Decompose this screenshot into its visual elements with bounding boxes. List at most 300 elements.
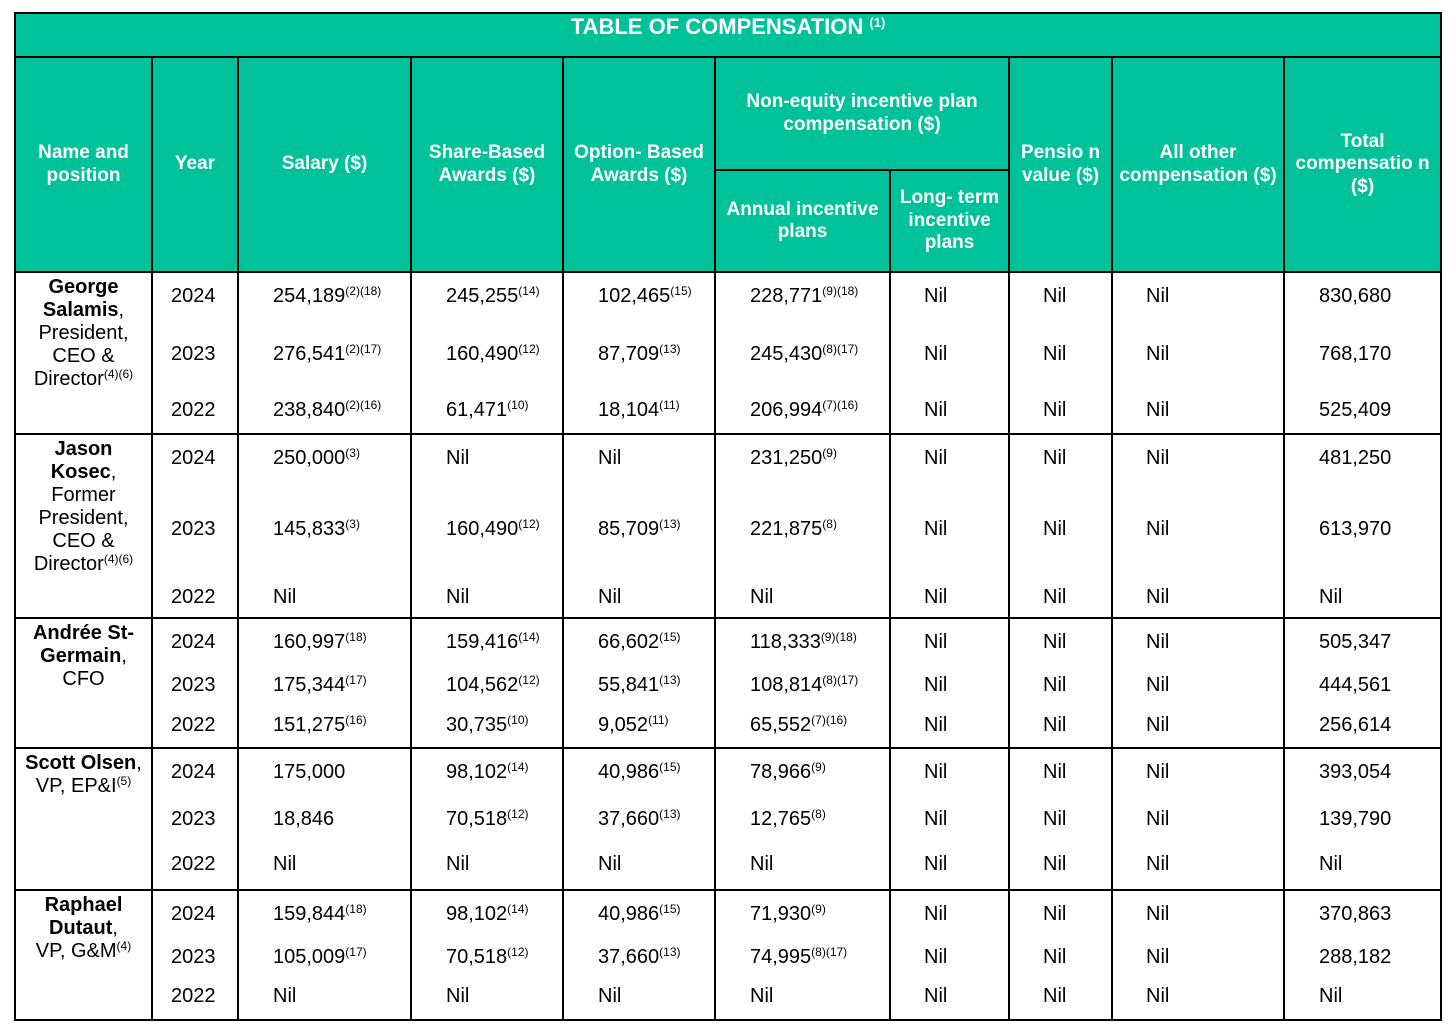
cell-other — [1112, 748, 1284, 890]
value-footnote: (14) — [507, 902, 529, 916]
value-text: Nil — [1043, 285, 1067, 307]
value-footnote: (17) — [345, 945, 367, 959]
value-text: Nil — [1146, 903, 1170, 925]
value-text: Nil — [1146, 285, 1170, 307]
value-lt — [924, 808, 947, 831]
value-lt — [924, 674, 947, 697]
value-text: Nil — [1146, 343, 1170, 365]
value-annual — [750, 631, 857, 654]
value-annual — [750, 586, 773, 609]
value-text: 151,275 — [273, 714, 346, 736]
value-other — [1146, 674, 1169, 697]
table-row — [15, 434, 1441, 618]
value-pension — [1043, 761, 1066, 784]
header-annual: Annual incentive plans — [715, 170, 890, 272]
value-total — [1319, 903, 1391, 926]
value-salary — [273, 285, 381, 308]
executive-name: Andrée St-Germain — [32, 622, 135, 667]
value-footnote: (9)(18) — [820, 630, 857, 644]
executive-name: George Salamis — [42, 276, 119, 321]
value-total — [1319, 761, 1391, 784]
value-footnote: (10) — [507, 713, 529, 727]
value-text: 231,250 — [750, 447, 823, 469]
value-option — [598, 399, 680, 422]
value-text: 145,833 — [273, 518, 346, 540]
value-option — [598, 808, 681, 831]
value-share — [446, 285, 540, 308]
value-other — [1146, 285, 1169, 308]
executive-name: Scott Olsen — [25, 752, 137, 774]
value-text: 40,986 — [598, 761, 660, 783]
value-text: Nil — [750, 586, 774, 608]
table-row — [15, 272, 1441, 434]
value-text: 2022 — [171, 399, 216, 421]
value-footnote: (13) — [659, 945, 681, 959]
value-total — [1319, 631, 1391, 654]
value-text: 66,602 — [598, 631, 660, 653]
value-text: Nil — [1146, 946, 1170, 968]
value-option — [598, 674, 681, 697]
header-other: All other compensation ($) — [1112, 57, 1284, 272]
value-text: 256,614 — [1319, 714, 1392, 736]
value-text: 85,709 — [598, 518, 660, 540]
value-option — [598, 518, 681, 541]
value-text: 238,840 — [273, 399, 346, 421]
value-option — [598, 903, 681, 926]
cell-option — [563, 618, 715, 748]
executive-role: VP, G&M — [35, 940, 117, 962]
cell-total — [1284, 748, 1441, 890]
value-text: 71,930 — [750, 903, 812, 925]
value-footnote: (15) — [670, 284, 692, 298]
value-text: 98,102 — [446, 903, 508, 925]
value-pension — [1043, 343, 1066, 366]
value-footnote: (18) — [345, 902, 367, 916]
value-text: 160,490 — [446, 518, 519, 540]
value-text: 2023 — [171, 808, 216, 830]
value-annual — [750, 808, 826, 831]
value-lt — [924, 343, 947, 366]
header-total: Total compensatio n ($) — [1284, 57, 1441, 272]
value-total — [1319, 946, 1391, 969]
value-year — [171, 853, 216, 876]
value-footnote: (8)(17) — [811, 945, 848, 959]
value-text: 70,518 — [446, 808, 508, 830]
value-text: 40,986 — [598, 903, 660, 925]
value-text: 139,790 — [1319, 808, 1392, 830]
value-text: 768,170 — [1319, 343, 1392, 365]
value-text: Nil — [1043, 518, 1067, 540]
value-annual — [750, 399, 858, 422]
value-text: 160,490 — [446, 343, 519, 365]
cell-option — [563, 272, 715, 434]
value-text: 2024 — [171, 447, 216, 469]
value-year — [171, 674, 216, 697]
value-text: 160,997 — [273, 631, 346, 653]
cell-share — [411, 272, 563, 434]
value-annual — [750, 285, 858, 308]
cell-lt — [890, 890, 1009, 1020]
cell-total — [1284, 434, 1441, 618]
value-text: 250,000 — [273, 447, 346, 469]
value-text: 118,333 — [750, 631, 821, 653]
value-text: 2024 — [171, 761, 216, 783]
value-text: 12,765 — [750, 808, 812, 830]
value-lt — [924, 631, 947, 654]
executive-role-note: (5) — [116, 774, 132, 788]
value-lt — [924, 586, 947, 609]
value-year — [171, 714, 216, 737]
executive-role: President, CEO & Director — [33, 322, 129, 390]
value-year — [171, 586, 216, 609]
value-salary — [273, 447, 360, 470]
cell-total — [1284, 618, 1441, 748]
value-text: Nil — [1146, 853, 1170, 875]
value-footnote: (8)(17) — [822, 342, 859, 356]
value-text: Nil — [1043, 399, 1067, 421]
executive-name-cell: Jason Kosec, Former President, CEO & Director$^{(4)(6)}$ — [15, 434, 152, 618]
value-total — [1319, 586, 1342, 609]
value-share — [446, 399, 529, 422]
value-salary — [273, 674, 367, 697]
value-text: Nil — [924, 447, 948, 469]
cell-other — [1112, 272, 1284, 434]
cell-pension — [1009, 748, 1112, 890]
cell-annual — [715, 272, 890, 434]
value-year — [171, 903, 216, 926]
value-option — [598, 946, 681, 969]
value-share — [446, 985, 469, 1008]
value-footnote: (2)(16) — [345, 398, 382, 412]
value-salary — [273, 343, 381, 366]
value-text: 102,465 — [598, 285, 671, 307]
value-text: Nil — [598, 853, 622, 875]
value-share — [446, 714, 529, 737]
cell-other — [1112, 618, 1284, 748]
value-footnote: (12) — [507, 807, 529, 821]
cell-year — [152, 434, 238, 618]
table-title-text: TABLE OF COMPENSATION — [570, 14, 864, 39]
cell-share — [411, 890, 563, 1020]
value-year — [171, 399, 216, 422]
value-lt — [924, 399, 947, 422]
value-text: 30,735 — [446, 714, 508, 736]
value-text: Nil — [273, 586, 297, 608]
value-footnote: (8) — [811, 807, 826, 821]
value-other — [1146, 985, 1169, 1008]
cell-annual — [715, 618, 890, 748]
cell-annual — [715, 748, 890, 890]
value-text: Nil — [1146, 586, 1170, 608]
value-pension — [1043, 985, 1066, 1008]
value-footnote: (15) — [659, 630, 681, 644]
value-footnote: (13) — [659, 673, 681, 687]
value-year — [171, 447, 216, 470]
compensation-table-wrapper — [14, 12, 1440, 1021]
executive-role-note: (4)(6) — [103, 367, 134, 381]
cell-salary — [238, 272, 411, 434]
executive-role: CFO — [62, 668, 105, 690]
value-text: 2023 — [171, 946, 216, 968]
value-annual — [750, 714, 847, 737]
value-text: 221,875 — [750, 518, 823, 540]
value-other — [1146, 518, 1169, 541]
value-text: Nil — [750, 853, 774, 875]
value-text: 2024 — [171, 285, 216, 307]
cell-lt — [890, 618, 1009, 748]
value-text: 2023 — [171, 518, 216, 540]
value-total — [1319, 985, 1342, 1008]
value-text: Nil — [1146, 985, 1170, 1007]
value-footnote: (11) — [659, 398, 680, 412]
table-row — [15, 618, 1441, 748]
value-footnote: (15) — [659, 902, 681, 916]
value-text: Nil — [446, 853, 470, 875]
cell-pension — [1009, 434, 1112, 618]
value-text: 105,009 — [273, 946, 346, 968]
value-text: Nil — [273, 985, 297, 1007]
cell-year — [152, 272, 238, 434]
header-name: Name and position — [15, 57, 152, 272]
value-pension — [1043, 285, 1066, 308]
value-text: 370,863 — [1319, 903, 1392, 925]
header-year: Year — [152, 57, 238, 272]
cell-option — [563, 890, 715, 1020]
value-text: Nil — [750, 985, 774, 1007]
cell-share — [411, 434, 563, 618]
value-pension — [1043, 586, 1066, 609]
value-share — [446, 447, 469, 470]
value-footnote: (3) — [345, 517, 360, 531]
value-footnote: (12) — [518, 342, 540, 356]
value-other — [1146, 714, 1169, 737]
value-text: Nil — [1043, 761, 1067, 783]
value-text: Nil — [1319, 853, 1343, 875]
value-text: Nil — [924, 903, 948, 925]
value-text: 2022 — [171, 853, 216, 875]
executive-name-cell: Andrée St-Germain, CFO — [15, 618, 152, 748]
value-text: Nil — [1146, 674, 1170, 696]
value-other — [1146, 447, 1169, 470]
cell-annual — [715, 890, 890, 1020]
value-text: Nil — [598, 985, 622, 1007]
value-text: 276,541 — [273, 343, 346, 365]
value-text: Nil — [924, 674, 948, 696]
cell-other — [1112, 434, 1284, 618]
value-text: Nil — [446, 985, 470, 1007]
value-text: 288,182 — [1319, 946, 1392, 968]
value-share — [446, 946, 529, 969]
value-text: Nil — [1146, 761, 1170, 783]
value-text: Nil — [1146, 631, 1170, 653]
value-text: Nil — [1043, 946, 1067, 968]
value-footnote: (13) — [659, 807, 681, 821]
value-text: Nil — [924, 714, 948, 736]
value-option — [598, 586, 621, 609]
value-footnote: (13) — [659, 517, 681, 531]
executive-role: VP, EP&I — [35, 775, 117, 797]
value-year — [171, 518, 216, 541]
value-text: 2022 — [171, 586, 216, 608]
value-footnote: (8)(17) — [822, 673, 859, 687]
value-text: Nil — [1043, 985, 1067, 1007]
value-text: Nil — [924, 985, 948, 1007]
value-option — [598, 343, 681, 366]
cell-lt — [890, 748, 1009, 890]
value-other — [1146, 761, 1169, 784]
value-text: 104,562 — [446, 674, 519, 696]
value-total — [1319, 343, 1391, 366]
value-footnote: (14) — [507, 760, 529, 774]
cell-year — [152, 890, 238, 1020]
value-other — [1146, 399, 1169, 422]
value-footnote: (15) — [659, 760, 681, 774]
value-text: 444,561 — [1319, 674, 1392, 696]
value-total — [1319, 518, 1391, 541]
value-text: Nil — [1043, 447, 1067, 469]
compensation-table — [14, 12, 1442, 1021]
value-annual — [750, 761, 826, 784]
value-salary — [273, 761, 345, 784]
value-text: 525,409 — [1319, 399, 1392, 421]
value-annual — [750, 903, 826, 926]
value-text: 206,994 — [750, 399, 823, 421]
value-lt — [924, 518, 947, 541]
value-footnote: (17) — [345, 673, 367, 687]
value-total — [1319, 674, 1391, 697]
value-pension — [1043, 853, 1066, 876]
cell-total — [1284, 272, 1441, 434]
value-footnote: (12) — [507, 945, 529, 959]
value-footnote: (11) — [648, 713, 669, 727]
value-total — [1319, 447, 1391, 470]
value-option — [598, 761, 681, 784]
value-share — [446, 586, 469, 609]
value-text: Nil — [1043, 343, 1067, 365]
value-year — [171, 808, 216, 831]
value-text: 159,844 — [273, 903, 346, 925]
header-non-equity: Non-equity incentive plan compensation ($) — [715, 57, 1009, 170]
value-footnote: (2)(18) — [345, 284, 382, 298]
value-text: 55,841 — [598, 674, 660, 696]
value-annual — [750, 518, 837, 541]
value-salary — [273, 631, 367, 654]
value-footnote: (7)(16) — [811, 713, 848, 727]
cell-total — [1284, 890, 1441, 1020]
value-text: 159,416 — [446, 631, 519, 653]
cell-lt — [890, 434, 1009, 618]
value-text: Nil — [924, 586, 948, 608]
value-pension — [1043, 631, 1066, 654]
value-share — [446, 631, 540, 654]
value-footnote: (18) — [345, 630, 367, 644]
value-salary — [273, 714, 367, 737]
value-year — [171, 631, 216, 654]
value-lt — [924, 946, 947, 969]
value-text: 98,102 — [446, 761, 508, 783]
executive-name-cell: George Salamis, President, CEO & Director$^{(4)(6)}$ — [15, 272, 152, 434]
value-text: 78,966 — [750, 761, 812, 783]
value-text: 2023 — [171, 674, 216, 696]
value-text: Nil — [1043, 808, 1067, 830]
value-footnote: (2)(17) — [345, 342, 382, 356]
value-text: 505,347 — [1319, 631, 1392, 653]
value-year — [171, 985, 216, 1008]
value-pension — [1043, 946, 1066, 969]
value-text: Nil — [924, 761, 948, 783]
value-lt — [924, 985, 947, 1008]
value-other — [1146, 631, 1169, 654]
value-other — [1146, 586, 1169, 609]
value-text: 2022 — [171, 985, 216, 1007]
value-lt — [924, 447, 947, 470]
value-salary — [273, 946, 367, 969]
cell-other — [1112, 890, 1284, 1020]
cell-option — [563, 748, 715, 890]
header-salary: Salary ($) — [238, 57, 411, 272]
table-body — [15, 272, 1441, 1020]
executive-role-note: (4) — [116, 939, 132, 953]
value-salary — [273, 808, 334, 831]
value-pension — [1043, 399, 1066, 422]
table-row — [15, 748, 1441, 890]
value-total — [1319, 853, 1342, 876]
value-share — [446, 853, 469, 876]
value-share — [446, 761, 529, 784]
cell-option — [563, 434, 715, 618]
value-text: 37,660 — [598, 808, 660, 830]
value-text: Nil — [446, 586, 470, 608]
cell-year — [152, 618, 238, 748]
value-text: 2024 — [171, 903, 216, 925]
value-total — [1319, 285, 1391, 308]
header-share-based: Share-Based Awards ($) — [411, 57, 563, 272]
value-footnote: (9) — [822, 446, 837, 460]
value-footnote: (12) — [518, 673, 540, 687]
value-text: 65,552 — [750, 714, 812, 736]
value-option — [598, 714, 669, 737]
value-pension — [1043, 674, 1066, 697]
value-text: Nil — [924, 399, 948, 421]
cell-share — [411, 618, 563, 748]
value-salary — [273, 586, 296, 609]
value-year — [171, 343, 216, 366]
cell-salary — [238, 748, 411, 890]
value-text: Nil — [446, 447, 470, 469]
value-text: Nil — [1146, 808, 1170, 830]
value-lt — [924, 285, 947, 308]
value-annual — [750, 343, 858, 366]
executive-role: Former President, CEO & Director — [33, 484, 129, 575]
value-annual — [750, 853, 773, 876]
value-pension — [1043, 903, 1066, 926]
value-option — [598, 985, 621, 1008]
value-option — [598, 447, 621, 470]
value-total — [1319, 808, 1391, 831]
value-annual — [750, 447, 837, 470]
value-text: Nil — [924, 946, 948, 968]
header-row-1 — [15, 57, 1441, 170]
cell-salary — [238, 890, 411, 1020]
value-option — [598, 285, 692, 308]
value-footnote: (16) — [345, 713, 367, 727]
value-year — [171, 285, 216, 308]
value-salary — [273, 903, 367, 926]
value-footnote: (9)(18) — [822, 284, 859, 298]
value-text: Nil — [924, 631, 948, 653]
value-option — [598, 853, 621, 876]
value-text: Nil — [273, 853, 297, 875]
